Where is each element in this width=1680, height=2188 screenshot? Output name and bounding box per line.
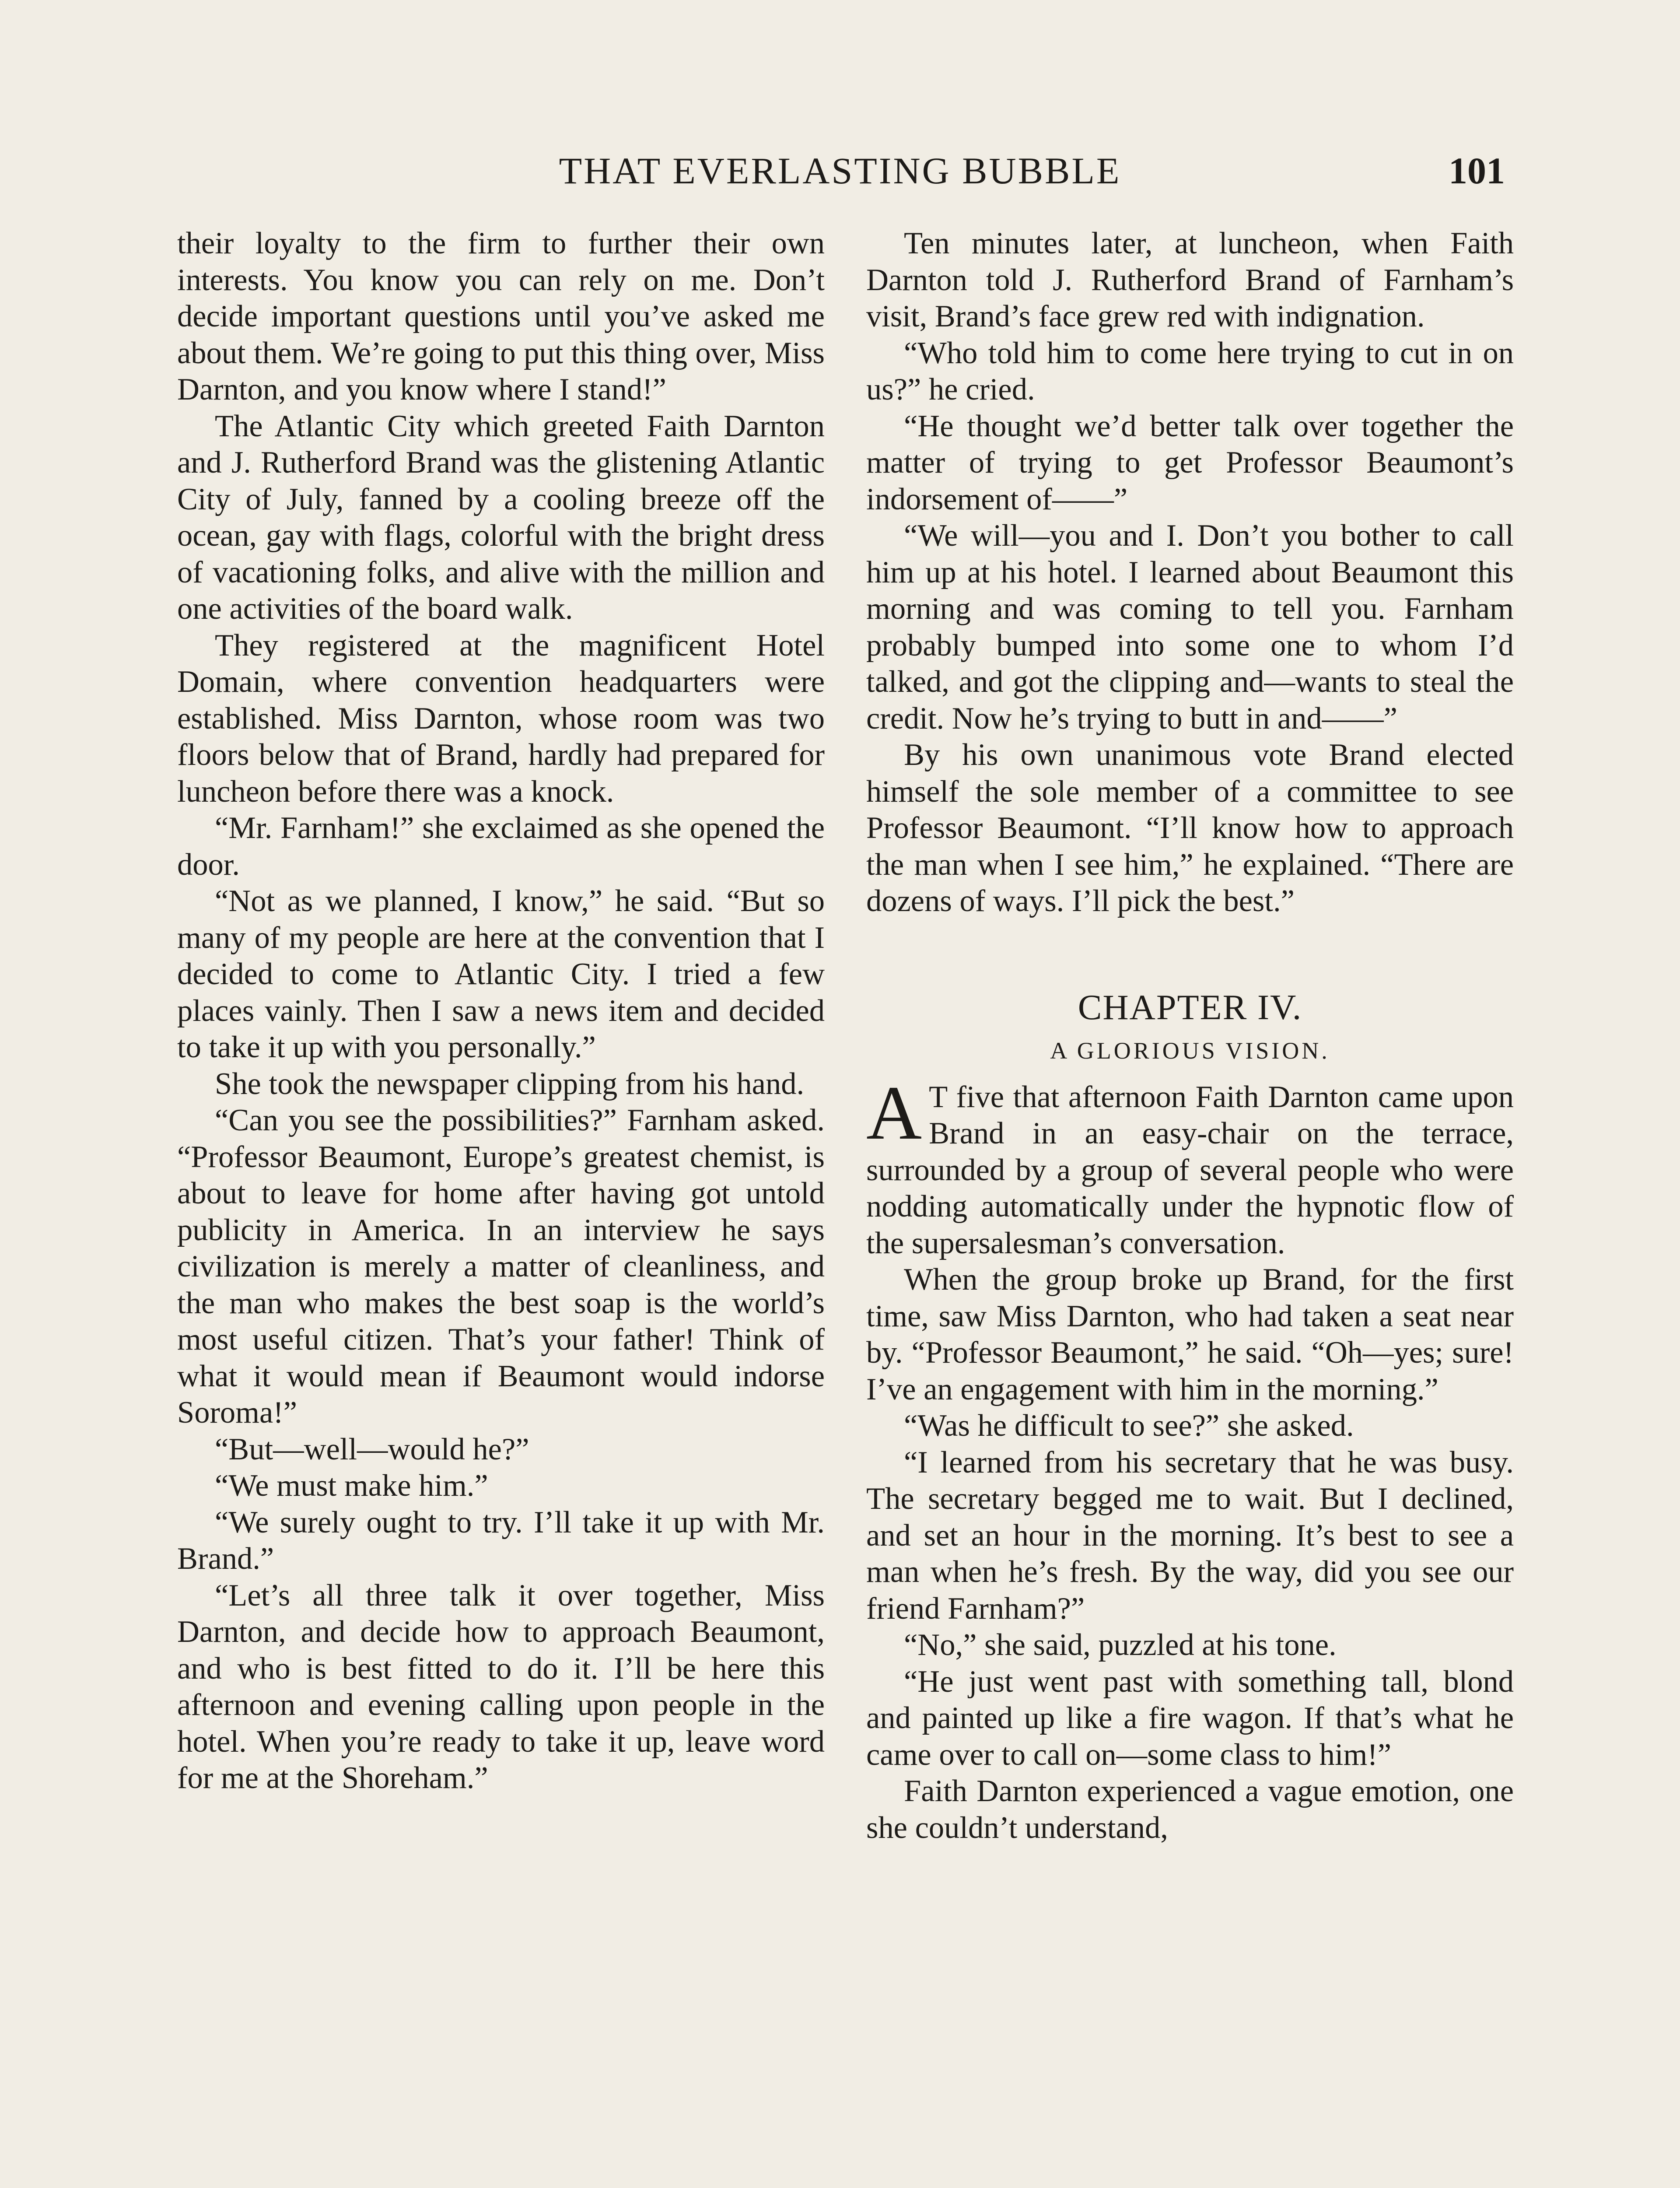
paragraph: their loyalty to the firm to further their own interests. You know you can rely on me. Don’t decide important questions until you’ve asked me about them. We’re going to put this thing over, Miss Darnton, and you know where I stand!” (177, 226, 825, 407)
chapter-first-paragraph (866, 1070, 1514, 1262)
page-number: 101 (1449, 150, 1505, 192)
paragraph: Ten minutes later, at luncheon, when Faith Darnton told J. Rutherford Brand of Farnham’s visit, Brand’s face grew red with indignation. (866, 226, 1514, 333)
first-paragraph-text: T five that afternoon Faith Darnton came upon Brand in an easy-chair on the terrace, surrounded by a group of several people who were nodding automatically under the hypnotic flow of the supersalesman’s conversation. (866, 1080, 1514, 1260)
paragraph: When the group broke up Brand, for the first time, saw Miss Darnton, who had taken a seat near by. “Professor Beaumont,” he said. “Oh—yes; sure! I’ve an engagement with him in the morning.” (866, 1262, 1514, 1406)
paragraph: The Atlantic City which greeted Faith Darnton and J. Rutherford Brand was the glistening Atlantic City of July, fanned by a cooling breeze off the ocean, gay with flags, colorful with the bright dress of vacationing folks, and alive with the million and one activities of the board walk. (177, 409, 825, 626)
paragraph: Faith Darnton experienced a vague emotion, one she couldn’t understand, (866, 1774, 1514, 1845)
right-column (866, 225, 1514, 1846)
paragraph: “But—well—would he?” (215, 1432, 529, 1466)
left-column (177, 225, 825, 1797)
paragraph: By his own unanimous vote Brand elected himself the sole member of a committee to see Professor Beaumont. “I’ll know how to approach the man when I see him,” he explained. “There are dozens of ways. I’ll pick the best.” (866, 738, 1514, 918)
paragraph: “No,” she said, puzzled at his tone. (904, 1628, 1337, 1662)
paragraph: “Can you see the possibilities?” Farnham asked. “Professor Beaumont, Europe’s greatest chemist, is about to leave for home after having got untold publicity in America. In an interview he says civilization is merely a matter of cleanliness, and the man who makes the best soap is the world’s most useful citizen. That’s your father! Think of what it would mean if Beaumont would indorse Soroma!” (177, 1103, 825, 1430)
running-head (175, 147, 1505, 195)
paragraph: “Who told him to come here trying to cut in on us?” he cried. (866, 336, 1514, 407)
paragraph: “He just went past with something tall, blond and painted up like a fire wagon. If that’s what he came over to call on—some class to him!” (866, 1664, 1514, 1772)
paragraph: “I learned from his secretary that he was busy. The secretary begged me to wait. But I declined, and set an hour in the morning. It’s best to see a man when he’s fresh. By the way, did you see our friend Farnham?” (866, 1445, 1514, 1626)
drop-cap: A (866, 1070, 922, 1156)
paragraph: “Let’s all three talk it over together, Miss Darnton, and decide how to approach Beaumont, and who is best fitted to do it. I’ll be here this afternoon and evening calling upon people in the hotel. When you’re ready to take it up, leave word for me at the Shoreham.” (177, 1578, 825, 1795)
paragraph: “We surely ought to try. I’ll take it up with Mr. Brand.” (177, 1505, 825, 1576)
paragraph: She took the newspaper clipping from his hand. (215, 1066, 805, 1101)
paragraph: “We must make him.” (215, 1469, 488, 1503)
paragraph: “Not as we planned, I know,” he said. “But so many of my people are here at the convention that I decided to come to Atlantic City. I tried a few places vainly. Then I saw a news item and decided to take it up with you personally.” (177, 884, 825, 1064)
chapter-subtitle: A GLORIOUS VISION. (1050, 1037, 1330, 1064)
paragraph: “He thought we’d better talk over together the matter of trying to get Professor Beaumont’s indorsement of——” (866, 409, 1514, 516)
paragraph: They registered at the magnificent Hotel Domain, where convention headquarters were established. Miss Darnton, whose room was two floors below that of Brand, hardly had prepared for luncheon before there was a knock. (177, 628, 825, 809)
chapter-heading: CHAPTER IV. (1078, 987, 1302, 1027)
paragraph: “Mr. Farnham!” she exclaimed as she opened the door. (177, 811, 825, 882)
running-title: THAT EVERLASTING BUBBLE (559, 150, 1121, 192)
paragraph: “Was he difficult to see?” she asked. (904, 1409, 1354, 1443)
paragraph: “We will—you and I. Don’t you bother to call him up at his hotel. I learned about Beaumont this morning and was coming to tell you. Farnham probably bumped into some one to whom I’d talked, and got the clipping and—wants to steal the credit. Now he’s trying to butt in and——” (866, 519, 1514, 736)
